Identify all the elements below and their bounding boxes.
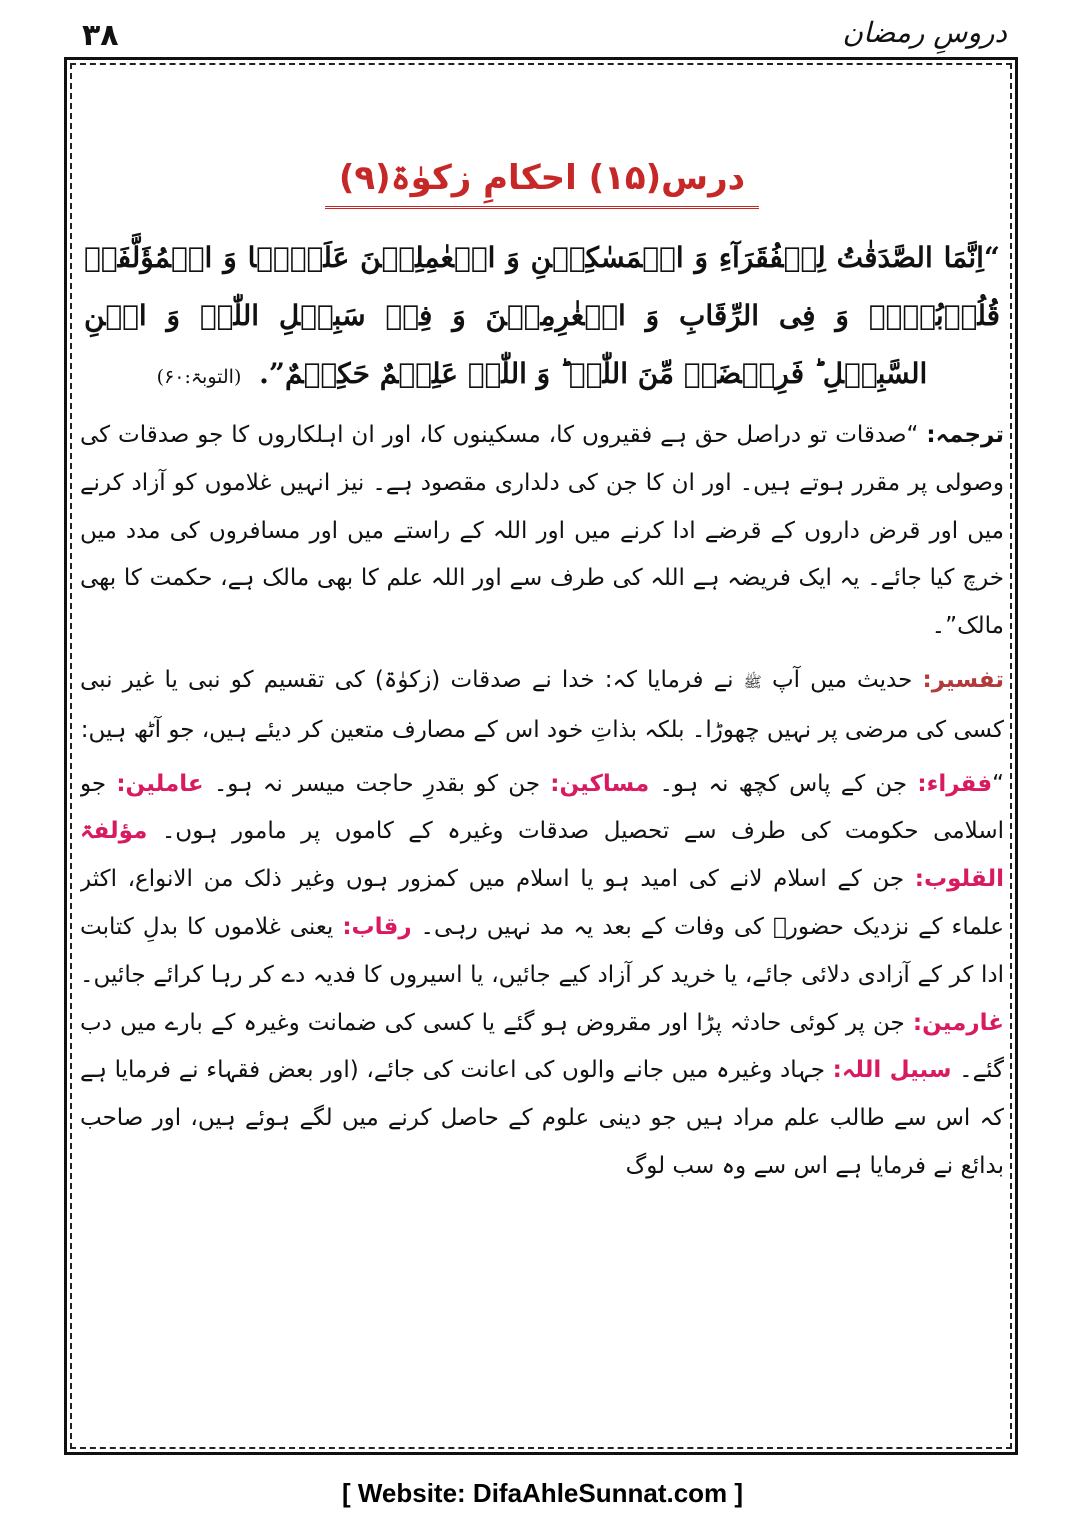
- muallafa-text: جن کے اسلام لانے کی امید ہو یا اسلام میں کمزور ہوں وغیر ذلک من الانواع، اکثر علماء کے نزدیک حضورؐ کی وفات کے بعد یہ مد نہیں رہی۔: [80, 866, 1004, 940]
- translation-text: “صدقات تو دراصل حق ہے فقیروں کا، مسکینوں کا، اور ان اہلکاروں کا جو صدقات کی وصولی پر مقرر ہوتے ہیں۔ اور ان کا جن کی دلداری مقصود ہے۔ نیز انہیں غلاموں کو آزاد کرنے میں اور قرض داروں کے قرضے ادا کرنے میں اور اللہ کے راستے میں اور مسافروں کی مدد میں خرچ کیا جائے۔ یہ ایک فریضہ ہے اللہ کی طرف سے اور اللہ علم کا بھی مالک ہے، حکمت کا بھی مالک”۔: [80, 422, 1004, 640]
- term-fuqara: فقراء:: [917, 770, 993, 797]
- categories-paragraph: [80, 761, 1004, 1191]
- tafseer-paragraph: [80, 657, 1004, 755]
- term-sabeelillah: سبیل اللہ:: [832, 1057, 952, 1084]
- page-content: [80, 80, 1004, 1420]
- term-amileen: عاملین:: [116, 770, 204, 797]
- website-footer: [ Website: DifaAhleSunnat.com ]: [341, 1478, 744, 1508]
- ayah-text: “اِنَّمَا الصَّدَقٰتُ لِلۡفُقَرَآءِ وَ الۡمَسٰکِیۡنِ وَ الۡعٰمِلِیۡنَ عَلَیۡہَا وَ الۡمُؤَلَّفَۃِ قُلُوۡبُہُمۡ وَ فِی الرِّقَابِ وَ الۡغٰرِمِیۡنَ وَ فِیۡ سَبِیۡلِ اللّٰہِ وَ ابۡنِ السَّبِیۡلِ ؕ فَرِیۡضَۃً مِّنَ اللّٰہِ ؕ وَ اللّٰہُ عَلِیۡمٌ حَکِیۡمٌ”.: [84, 241, 1000, 390]
- quran-ayah: [84, 229, 1000, 406]
- lesson-title-text: درس(۱۵) احکامِ زکوٰۃ(۹): [325, 152, 759, 209]
- tafseer-text-2: نے فرمایا کہ: خدا نے صدقات (زکوٰۃ) کی تقسیم کو نبی یا غیر نبی کسی کی مرضی پر نہیں چھوڑا۔ بلکہ بذاتِ خود اس کے مصارف متعین کر دیئے ہیں، جو آٹھ ہیں:: [80, 666, 1004, 743]
- tafseer-label: تفسیر:: [922, 666, 1004, 693]
- running-title: دروسِ رمضان: [842, 16, 1007, 49]
- salutation-glyph: ﷺ: [743, 672, 762, 691]
- open-quote: “: [992, 770, 1004, 797]
- translation-paragraph: [80, 412, 1004, 651]
- term-muallafa: مؤلفۃ القلوب:: [80, 818, 1004, 893]
- amileen-text: جو اسلامی حکومت کی طرف سے تحصیل صدقات وغیرہ کے کاموں پر مامور ہوں۔: [80, 770, 1004, 845]
- ayah-reference: (التوبۃ:۶۰): [156, 366, 242, 388]
- term-gharimeen: غارمین:: [912, 1009, 1004, 1036]
- term-riqab: رقاب:: [342, 913, 412, 940]
- lesson-title: [80, 152, 1004, 209]
- translation-label: ترجمہ:: [926, 422, 1004, 448]
- masakeen-text: جن کو بقدرِ حاجت میسر نہ ہو۔: [213, 770, 541, 797]
- sabeelillah-text: جہاد وغیرہ میں جانے والوں کی اعانت کی جائے، (اور بعض فقہاء نے فرمایا ہے کہ اس سے طالب علم مراد ہیں جو دینی علوم کے حاصل کرنے میں لگے ہوئے ہیں، اور صاحب بدائع نے فرمایا ہے اس سے وہ سب لوگ: [80, 1057, 1004, 1179]
- page-number: ۳۸: [82, 18, 119, 53]
- tafseer-text-1: حدیث میں آپ: [771, 666, 913, 693]
- term-masakeen: مساکین:: [550, 770, 650, 797]
- fuqara-text: جن کے پاس کچھ نہ ہو۔: [659, 770, 908, 797]
- riqab-text: یعنی غلاموں کا بدلِ کتابت ادا کر کے آزادی دلائی جائے، یا خرید کر آزاد کیے جائیں، یا اسیروں کا فدیہ دے کر رہا کرائے جائیں۔: [80, 913, 1004, 988]
- gharimeen-text: جن پر کوئی حادثہ پڑا اور مقروض ہو گئے یا کسی کی ضمانت وغیرہ کے بارے میں دب گئے۔: [80, 1009, 1004, 1084]
